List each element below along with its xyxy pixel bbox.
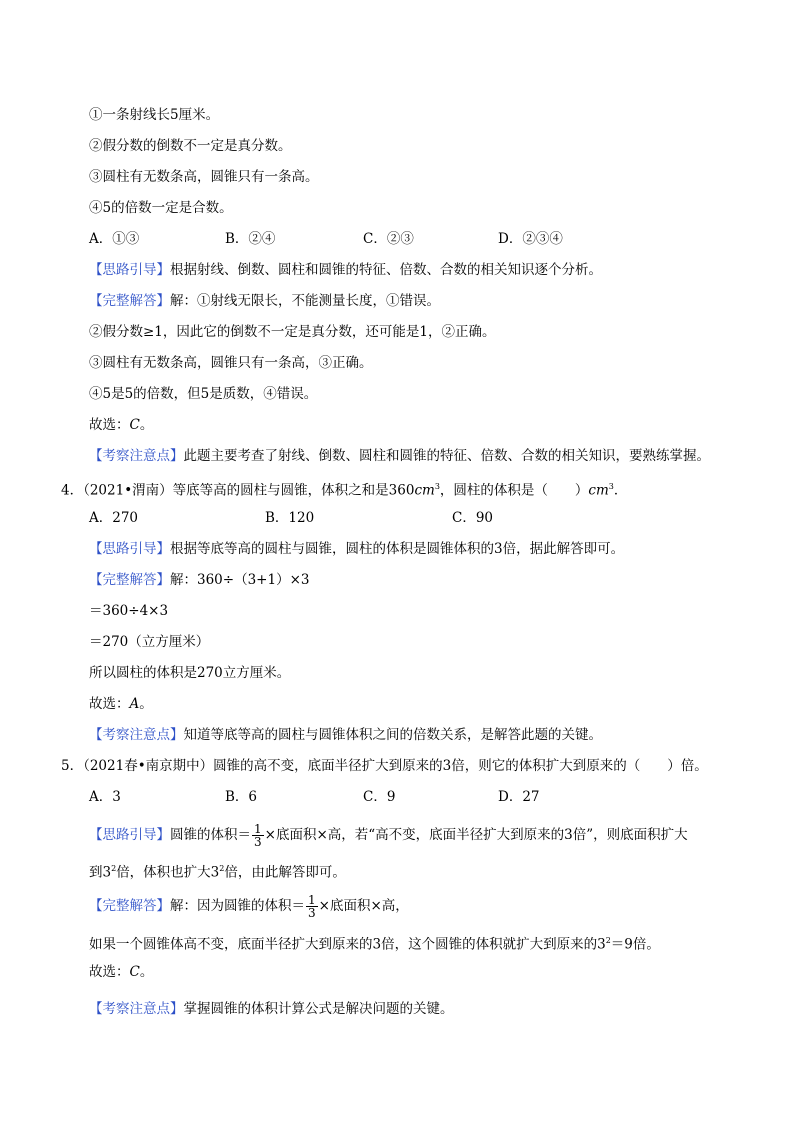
choose-prefix: 故选：: [89, 417, 130, 433]
q3-option-a: A．①③: [89, 231, 140, 247]
hint-tag: 【思路引导】: [89, 541, 170, 557]
fraction-denominator: 3: [254, 835, 262, 849]
q5-option-b: B．6: [225, 789, 258, 805]
note-tag: 【考察注意点】: [89, 727, 184, 743]
q3-hint: [89, 261, 602, 279]
note-tag: 【考察注意点】: [89, 1001, 184, 1017]
hint2-exp-1: 2: [111, 864, 117, 873]
hint-text-b: ×底面积×高，若“高不变，底面半径扩大到原来的3倍”，则底面积扩大: [264, 827, 688, 843]
q4-unit: cm: [414, 482, 435, 499]
answer-tag: 【完整解答】: [89, 293, 170, 309]
q3-option-d: D．②③④: [498, 231, 563, 247]
hint2-part-b: 倍，体积也扩大3: [116, 864, 220, 881]
q4-option-c: C．90: [452, 510, 494, 526]
q4-answer-line-3: ＝270（立方厘米）: [89, 634, 210, 650]
answer2-part-b: ＝9倍。: [610, 936, 660, 953]
hint-tag: 【思路引导】: [89, 827, 170, 843]
choose-prefix: 故选：: [89, 964, 130, 980]
answer-text-b: ×底面积×高，: [318, 898, 409, 914]
q3-statement-2: ②假分数的倒数不一定是真分数。: [89, 138, 292, 154]
answer-line: 解：①射线无限长，不能测量长度，①错误。: [170, 293, 440, 309]
q4-option-b: B．120: [265, 510, 315, 526]
q3-answer-line-3: ③圆柱有无数条高，圆锥只有一条高，③正确。: [89, 355, 373, 371]
q4-hint: [89, 540, 624, 558]
hint2-exp-2: 2: [219, 864, 225, 873]
q5-answer: [89, 893, 409, 919]
answer-text-a: 解：因为圆锥的体积＝: [170, 898, 305, 914]
note-text: 知道等底等高的圆柱与圆锥体积之间的倍数关系，是解答此题的关键。: [183, 727, 602, 743]
q3-statement-1: ①一条射线长5厘米。: [89, 107, 220, 123]
q3-statement-4: ④5的倍数一定是合数。: [89, 200, 233, 216]
answer-line: 解：360÷（3+1）×3: [170, 572, 310, 588]
q4-answer-line-4: 所以圆柱的体积是270立方厘米。: [89, 665, 291, 681]
q4-choose: [89, 695, 153, 713]
q4-option-a: A．270: [89, 510, 139, 526]
q4-stem-part-b: ，圆柱的体积是（ ）: [439, 482, 589, 499]
answer2-part-a: 如果一个圆锥体高不变，底面半径扩大到原来的3倍，这个圆锥的体积就扩大到原来的3: [89, 936, 606, 953]
q4-answer-line-2: ＝360÷4×3: [89, 603, 169, 619]
answer-tag: 【完整解答】: [89, 898, 170, 914]
fraction-numerator: 1: [254, 822, 262, 836]
q3-answer: [89, 292, 440, 310]
q5-option-a: A．3: [89, 789, 121, 805]
q5-note: [89, 1000, 454, 1018]
q4-unit-2: cm: [588, 482, 609, 499]
fraction-one-third: [252, 823, 264, 848]
q4-unit-exp: 3: [434, 482, 440, 491]
q5-choose: [89, 963, 153, 981]
q3-option-c: C．②③: [363, 231, 414, 247]
fraction-denominator: 3: [308, 906, 316, 920]
q3-statement-3: ③圆柱有无数条高，圆锥只有一条高。: [89, 169, 319, 185]
q3-answer-line-2: ②假分数≥1，因此它的倒数不一定是真分数，还可能是1，②正确。: [89, 324, 496, 340]
q3-answer-line-4: ④5是5的倍数，但5是质数，④错误。: [89, 386, 318, 402]
q5-answer-line-2: [89, 932, 660, 954]
choose-prefix: 故选：: [89, 696, 130, 712]
hint-text: 根据等底等高的圆柱与圆锥，圆柱的体积是圆锥体积的3倍，据此解答即可。: [170, 541, 625, 557]
q5-stem: 5．（2021春•南京期中）圆锥的高不变，底面半径扩大到原来的3倍，则它的体积扩大到原来的（ ）倍。: [61, 758, 708, 774]
note-text: 此题主要考查了射线、倒数、圆柱和圆锥的特征、倍数、合数的相关知识，要熟练掌握。: [183, 448, 710, 464]
choose-suffix: 。: [139, 696, 153, 712]
fraction-numerator: 1: [308, 893, 316, 907]
q5-option-d: D．27: [498, 789, 540, 805]
fraction-one-third-2: [306, 894, 318, 919]
q3-option-b: B．②④: [225, 231, 276, 247]
hint2-part-c: 倍，由此解答即可。: [224, 864, 346, 881]
q5-option-c: C．9: [363, 789, 396, 805]
q4-note: [89, 726, 602, 744]
answer2-exp: 2: [605, 936, 611, 945]
note-tag: 【考察注意点】: [89, 448, 184, 464]
q5-hint-line-2: [89, 860, 346, 882]
q3-note: [89, 447, 710, 465]
hint2-part-a: 到3: [89, 864, 112, 881]
q4-unit-exp-2: 3: [608, 482, 614, 491]
hint-tag: 【思路引导】: [89, 262, 170, 278]
choose-letter: C: [129, 417, 140, 433]
choose-letter: C: [129, 964, 140, 980]
note-text: 掌握圆锥的体积计算公式是解决问题的关键。: [183, 1001, 454, 1017]
hint-text: 根据射线、倒数、圆柱和圆锥的特征、倍数、合数的相关知识逐个分析。: [170, 262, 602, 278]
answer-tag: 【完整解答】: [89, 572, 170, 588]
q4-answer: [89, 571, 309, 589]
q4-stem: 4．（2021•渭南）等底等高的圆柱与圆锥，体积之和是$360cm^3$，圆柱的体积是（ ）$cm^3$．: [61, 482, 628, 499]
q3-choose: [89, 416, 153, 434]
choose-suffix: 。: [139, 964, 154, 980]
choose-suffix: 。: [139, 417, 154, 433]
q5-hint: [89, 822, 688, 848]
choose-letter: A: [129, 696, 140, 712]
q4-stem-part-a: 4．（2021•渭南）等底等高的圆柱与圆锥，体积之和是360: [61, 482, 415, 499]
hint-text-a: 圆锥的体积＝: [170, 827, 251, 843]
